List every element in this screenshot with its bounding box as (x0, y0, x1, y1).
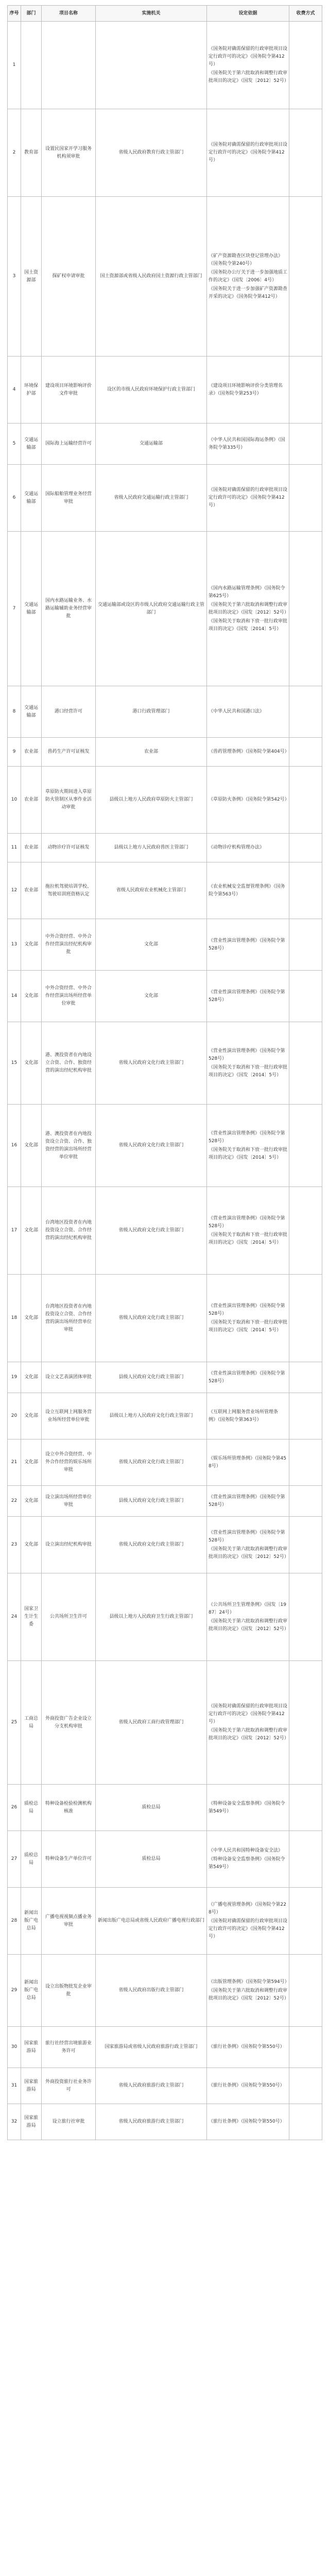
header-legal-basis: 设定依据 (207, 6, 289, 22)
cell-index: 1 (8, 22, 21, 109)
document-page (7, 5, 322, 2140)
legal-basis-line: 《营业性演出管理条例》（国务院令第528号） (209, 1048, 285, 1061)
cell-legal-basis (207, 971, 289, 1022)
cell-fee-method (289, 919, 322, 971)
table-row (8, 686, 322, 738)
legal-basis-line: 《国务院对确需保留的行政审批项目设定行政许可的决定》（国务院令第412号） (209, 142, 288, 163)
cell-fee-method (289, 1187, 322, 1275)
cell-department: 交通运输部 (21, 686, 42, 738)
legal-basis-line: 《国务院关于第六批取消和调整行政审批项目的决定》（国发〔2012〕52号） (209, 602, 289, 615)
cell-index: 7 (8, 532, 21, 686)
legal-basis-line: 《出版管理条例》（国务院令第594号） (209, 1979, 289, 1985)
cell-item-name: 设立互联网上网服务营业场所经营单位审批 (42, 1393, 96, 1439)
table-row (8, 1275, 322, 1362)
cell-fee-method (289, 109, 322, 197)
cell-fee-method (289, 686, 322, 738)
cell-legal-basis (207, 197, 289, 357)
legal-basis-line: 《国务院关于取消和下放一批行政审批项目的决定》（国发〔2014〕5号） (209, 1232, 288, 1245)
legal-basis-line: 《营业性演出管理条例》（国务院令第528号） (209, 1530, 285, 1543)
cell-legal-basis (207, 1517, 289, 1573)
legal-basis-line: 《国务院关于进一步加强矿产资源勘查开采的决定》（国务院令第412号） (209, 286, 288, 299)
header-fee-method: 收费方式 (289, 6, 322, 22)
cell-legal-basis (207, 919, 289, 971)
cell-legal-basis (207, 532, 289, 686)
table-row (8, 1888, 322, 1955)
legal-basis-line: 《国务院关于取消和下放一批行政审批项目的决定》（国发〔2014〕5号） (209, 1319, 288, 1333)
cell-fee-method (289, 1831, 322, 1888)
cell-implementing-agency: 县级人民政府文化行政主管部门 (96, 1486, 207, 1517)
header-item-name: 项目名称 (42, 6, 96, 22)
legal-basis-line: 《国务院关于第六批取消和调整行政审批项目的决定》（国发〔2012〕52号） (209, 71, 289, 83)
cell-legal-basis (207, 1439, 289, 1486)
cell-legal-basis (207, 1955, 289, 2027)
cell-index: 11 (8, 834, 21, 862)
table-row (8, 2104, 322, 2140)
table-row (8, 357, 322, 423)
cell-department: 质检总局 (21, 1831, 42, 1888)
cell-legal-basis (207, 834, 289, 862)
legal-basis-line: 《草原防火条例》（国务院令第542号） (209, 797, 289, 802)
cell-legal-basis (207, 357, 289, 423)
cell-department: 文化部 (21, 971, 42, 1022)
cell-item-name: 设立文艺表演团体审批 (42, 1362, 96, 1393)
cell-index: 6 (8, 465, 21, 532)
cell-item-name (42, 22, 96, 109)
cell-implementing-agency: 设区的市级人民政府环境保护行政主管部门 (96, 357, 207, 423)
table-row (8, 1486, 322, 1517)
cell-implementing-agency: 省级人民政府旅游行政主管部门 (96, 2104, 207, 2140)
cell-fee-method (289, 1105, 322, 1187)
legal-basis-line: 《中华人民共和国港口法》 (209, 709, 265, 714)
cell-fee-method (289, 1517, 322, 1573)
cell-implementing-agency: 港口行政管理部门 (96, 686, 207, 738)
cell-fee-method (289, 465, 322, 532)
cell-department: 农业部 (21, 738, 42, 767)
cell-department: 环境保护部 (21, 357, 42, 423)
cell-item-name: 中外合资经营、中外合作经营演出经纪机构审批 (42, 919, 96, 971)
legal-basis-line: 《旅行社条例》（国务院令第550号） (209, 2119, 285, 2124)
cell-item-name: 建设项目环境影响评价文件审批 (42, 357, 96, 423)
cell-index: 24 (8, 1573, 21, 1661)
cell-item-name: 港、澳投资者在内地投资设立合资、合作、独资经营的演出场所经营单位审批 (42, 1105, 96, 1187)
cell-department: 文化部 (21, 1486, 42, 1517)
legal-basis-line: 《国务院对确需保留的行政审批项目设定行政许可的决定》（国务院令第412号） (209, 1704, 288, 1724)
cell-item-name: 国际船舶管理业务经营审批 (42, 465, 96, 532)
table-row (8, 465, 322, 532)
legal-basis-line: 《营业性演出管理条例》（国务院令第528号） (209, 1303, 285, 1316)
cell-implementing-agency: 县级以上地方人民政府草原防火主管部门 (96, 767, 207, 834)
legal-basis-line: 《国内水路运输管理条例》（国务院令第625号） (209, 585, 285, 599)
legal-basis-line: 《国务院关于取消和下放一批行政审批项目的决定》（国发〔2014〕5号） (209, 1064, 288, 1078)
table-row (8, 862, 322, 919)
cell-fee-method (289, 1486, 322, 1517)
cell-legal-basis (207, 2068, 289, 2104)
cell-item-name: 动物诊疗许可证核发 (42, 834, 96, 862)
legal-basis-line: 《国务院办公厅关于进一步加强地质工作的决定》（国发〔2006〕4号） (209, 269, 288, 283)
legal-basis-line: 《矿产资源勘查区块登记管理办法》（国务院令第240号） (209, 253, 283, 266)
cell-item-name: 特种设备检验检测机构核准 (42, 1785, 96, 1831)
cell-fee-method (289, 1362, 322, 1393)
cell-department: 文化部 (21, 1022, 42, 1105)
cell-legal-basis (207, 1275, 289, 1362)
cell-department: 教育部 (21, 109, 42, 197)
cell-legal-basis (207, 2027, 289, 2068)
table-row (8, 1661, 322, 1785)
table-row (8, 1362, 322, 1393)
cell-implementing-agency: 新闻出版广电总局或省级人民政府广播电视行政部门 (96, 1888, 207, 1955)
cell-item-name: 设置民国家开学习服务机构须审批 (42, 109, 96, 197)
cell-item-name: 设立演出场所经营单位审批 (42, 1486, 96, 1517)
cell-fee-method (289, 1022, 322, 1105)
cell-legal-basis (207, 1187, 289, 1275)
cell-item-name: 设立出版物批发企业审批 (42, 1955, 96, 2027)
cell-department: 文化部 (21, 919, 42, 971)
cell-index: 9 (8, 738, 21, 767)
cell-item-name: 港口经营许可 (42, 686, 96, 738)
table-row (8, 1022, 322, 1105)
legal-basis-line: 《中华人民共和国国际海运条例》（国务院令第335号） (209, 437, 285, 450)
cell-legal-basis (207, 686, 289, 738)
cell-implementing-agency: 省级人民政府旅游行政主管部门 (96, 2068, 207, 2104)
cell-fee-method (289, 834, 322, 862)
legal-basis-line: 《国务院关于第六批取消和调整行政审批项目的决定》（国发〔2012〕52号） (209, 1618, 289, 1632)
cell-legal-basis (207, 1105, 289, 1187)
cell-department: 文化部 (21, 1517, 42, 1573)
cell-item-name: 台湾地区投资者在内地投资设立合资、合作经营的演出场所经营单位审批 (42, 1275, 96, 1362)
cell-department: 国家旅游局 (21, 2068, 42, 2104)
cell-legal-basis (207, 109, 289, 197)
cell-legal-basis (207, 1661, 289, 1785)
cell-implementing-agency: 国家旅游局或省级人民政府旅游行政主管部门 (96, 2027, 207, 2068)
cell-item-name: 兽药生产许可证核发 (42, 738, 96, 767)
approval-items-table (7, 5, 322, 2140)
cell-department: 国土资源部 (21, 197, 42, 357)
legal-basis-line: 《营业性演出管理条例》（国务院令第528号） (209, 1494, 285, 1507)
cell-legal-basis (207, 1831, 289, 1888)
cell-department: 工商总局 (21, 1661, 42, 1785)
cell-legal-basis (207, 1888, 289, 1955)
cell-fee-method (289, 1888, 322, 1955)
cell-department: 交通运输部 (21, 423, 42, 465)
table-row (8, 1187, 322, 1275)
table-row (8, 1831, 322, 1888)
legal-basis-line: 《互联网上网服务营业场所管理条例》（国务院令第363号） (209, 1409, 279, 1422)
cell-fee-method (289, 2104, 322, 2140)
cell-fee-method (289, 971, 322, 1022)
table-row (8, 1517, 322, 1573)
legal-basis-line: 《旅行社条例》（国务院令第550号） (209, 2083, 285, 2088)
cell-legal-basis (207, 1393, 289, 1439)
cell-department: 交通运输部 (21, 465, 42, 532)
table-row (8, 532, 322, 686)
legal-basis-line: 《国务院对确需保留的行政审批项目设定行政许可的决定》（国务院令第412号） (209, 1919, 288, 1939)
cell-fee-method (289, 22, 322, 109)
cell-item-name: 港、澳投资者在内地设立合资、合作、独资经营的演出经纪机构审批 (42, 1022, 96, 1105)
cell-item-name: 探矿权申请审批 (42, 197, 96, 357)
cell-department: 文化部 (21, 1275, 42, 1362)
cell-item-name: 设立旅行社审批 (42, 2104, 96, 2140)
cell-fee-method (289, 1439, 322, 1486)
cell-implementing-agency: 县级以上地方人民政府兽医主管部门 (96, 834, 207, 862)
cell-legal-basis (207, 1362, 289, 1393)
table-row (8, 2027, 322, 2068)
cell-item-name: 公共场所卫生许可 (42, 1573, 96, 1661)
cell-index: 21 (8, 1439, 21, 1486)
cell-department (21, 22, 42, 109)
cell-index: 19 (8, 1362, 21, 1393)
cell-fee-method (289, 357, 322, 423)
cell-legal-basis (207, 738, 289, 767)
cell-index: 17 (8, 1187, 21, 1275)
legal-basis-line: 《营业性演出管理条例》（国务院令第528号） (209, 1215, 285, 1229)
cell-index: 28 (8, 1888, 21, 1955)
cell-item-name: 台湾地区投资者在内地投资设立合资、合作经营的演出经纪机构审批 (42, 1187, 96, 1275)
cell-department: 国家旅游局 (21, 2104, 42, 2140)
cell-index: 5 (8, 423, 21, 465)
legal-basis-line: 《营业性演出管理条例》（国务院令第528号） (209, 989, 285, 1003)
cell-index: 23 (8, 1517, 21, 1573)
table-row (8, 1439, 322, 1486)
cell-fee-method (289, 532, 322, 686)
table-row (8, 1955, 322, 2027)
legal-basis-line: 《国务院对确需保留的行政审批项目设定行政许可的决定》（国务院令第412号） (209, 46, 288, 67)
cell-fee-method (289, 767, 322, 834)
table-row (8, 22, 322, 109)
table-row (8, 1785, 322, 1831)
table-row (8, 2068, 322, 2104)
table-row (8, 423, 322, 465)
cell-index: 16 (8, 1105, 21, 1187)
legal-basis-line: 《国务院关于取消和下放一批行政审批项目的决定》（国发〔2014〕5号） (209, 618, 288, 632)
header-department: 部门 (21, 6, 42, 22)
cell-implementing-agency: 质检总局 (96, 1785, 207, 1831)
legal-basis-line: 《国务院关于第六批取消和调整行政审批项目的决定》（国发〔2012〕52号） (209, 1728, 289, 1741)
cell-implementing-agency: 质检总局 (96, 1831, 207, 1888)
legal-basis-line: 《兽药管理条例》（国务院令第404号） (209, 749, 289, 754)
cell-item-name: 国际海上运输经营许可 (42, 423, 96, 465)
legal-basis-line: 《国务院关于第六批取消和调整行政审批项目的决定》（国发〔2012〕52号） (209, 1988, 289, 2001)
cell-index: 2 (8, 109, 21, 197)
cell-index: 13 (8, 919, 21, 971)
cell-legal-basis (207, 465, 289, 532)
cell-legal-basis (207, 1785, 289, 1831)
cell-legal-basis (207, 2104, 289, 2140)
table-row (8, 919, 322, 971)
cell-index: 3 (8, 197, 21, 357)
cell-implementing-agency: 省级人民政府教育行政主管部门 (96, 109, 207, 197)
cell-item-name: 拖拉机驾驶培训学校、驾驶培训班资格认定 (42, 862, 96, 919)
cell-legal-basis (207, 862, 289, 919)
cell-fee-method (289, 862, 322, 919)
cell-fee-method (289, 1955, 322, 2027)
cell-department: 农业部 (21, 767, 42, 834)
cell-implementing-agency: 省级人民政府文化行政主管部门 (96, 1022, 207, 1105)
cell-index: 8 (8, 686, 21, 738)
cell-item-name: 特种设备生产单位许可 (42, 1831, 96, 1888)
cell-department: 农业部 (21, 862, 42, 919)
cell-index: 29 (8, 1955, 21, 2027)
cell-department: 质检总局 (21, 1785, 42, 1831)
cell-implementing-agency: 文化部 (96, 971, 207, 1022)
cell-fee-method (289, 1275, 322, 1362)
cell-legal-basis (207, 1486, 289, 1517)
cell-department: 文化部 (21, 1187, 42, 1275)
legal-basis-line: 《农业机械安全监督管理条例》（国务院令第563号） (209, 884, 285, 897)
legal-basis-line: 《广播电视管理条例》（国务院令第228号） (209, 1902, 286, 1915)
cell-index: 30 (8, 2027, 21, 2068)
header-index: 序号 (8, 6, 21, 22)
table-row (8, 971, 322, 1022)
header-implementing-agency: 实施机关 (96, 6, 207, 22)
cell-implementing-agency: 交通运输部或设区的市级人民政府交通运输行政主管部门 (96, 532, 207, 686)
cell-implementing-agency: 省级人民政府农业机械化主管部门 (96, 862, 207, 919)
legal-basis-line: 《国务院对确需保留的行政审批项目设定行政许可的决定》（国务院令第412号） (209, 487, 288, 508)
cell-implementing-agency: 县级人民政府文化行政主管部门 (96, 1362, 207, 1393)
cell-item-name: 外商投资广告企业设立分支机构审批 (42, 1661, 96, 1785)
cell-index: 26 (8, 1785, 21, 1831)
cell-item-name: 设立演出经纪机构审批 (42, 1517, 96, 1573)
cell-item-name: 旅行社经营出境旅游业务许可 (42, 2027, 96, 2068)
cell-department: 新闻出版广电总局 (21, 1888, 42, 1955)
cell-index: 32 (8, 2104, 21, 2140)
cell-implementing-agency: 省级人民政府文化行政主管部门 (96, 1187, 207, 1275)
cell-fee-method (289, 1573, 322, 1661)
cell-index: 10 (8, 767, 21, 834)
legal-basis-line: 《营业性演出管理条例》（国务院令第528号） (209, 1370, 285, 1384)
cell-item-name: 广播电视视频点播业务审批 (42, 1888, 96, 1955)
legal-basis-line: 《国务院关于取消和下放一批行政审批项目的决定》（国发〔2014〕5号） (209, 1147, 288, 1160)
legal-basis-line: 《中华人民共和国特种设备安全法》 (209, 1848, 283, 1853)
cell-fee-method (289, 1785, 322, 1831)
cell-implementing-agency: 省级人民政府文化行政主管部门 (96, 1517, 207, 1573)
cell-fee-method (289, 738, 322, 767)
cell-legal-basis (207, 423, 289, 465)
table-row (8, 834, 322, 862)
cell-fee-method (289, 2027, 322, 2068)
cell-department: 文化部 (21, 1105, 42, 1187)
cell-department: 交通运输部 (21, 532, 42, 686)
cell-implementing-agency: 文化部 (96, 919, 207, 971)
cell-department: 文化部 (21, 1362, 42, 1393)
cell-legal-basis (207, 22, 289, 109)
table-row (8, 767, 322, 834)
cell-item-name: 设立中外合资经营、中外合作经营的娱乐场所审批 (42, 1439, 96, 1486)
cell-legal-basis (207, 1022, 289, 1105)
legal-basis-line: 《建设项目环境影响评价分类管理名录》（国务院令第253号） (209, 383, 283, 396)
cell-legal-basis (207, 1573, 289, 1661)
cell-implementing-agency: 省级人民政府交通运输行政主管部门 (96, 465, 207, 532)
cell-implementing-agency: 省级人民政府文化行政主管部门 (96, 1439, 207, 1486)
cell-implementing-agency: 省级人民政府文化行政主管部门 (96, 1275, 207, 1362)
cell-index: 15 (8, 1022, 21, 1105)
cell-index: 20 (8, 1393, 21, 1439)
legal-basis-line: 《动物诊疗机构管理办法》 (209, 845, 265, 850)
legal-basis-line: 《营业性演出管理条例》（国务院令第528号） (209, 938, 285, 951)
cell-implementing-agency: 省级人民政府文化行政主管部门 (96, 1105, 207, 1187)
legal-basis-line: 《特种设备安全监察条例》（国务院令第549号） (209, 1857, 285, 1870)
cell-index: 18 (8, 1275, 21, 1362)
table-header-row (8, 6, 322, 22)
cell-index: 22 (8, 1486, 21, 1517)
cell-index: 12 (8, 862, 21, 919)
cell-department: 文化部 (21, 1439, 42, 1486)
legal-basis-line: 《旅行社条例》（国务院令第550号） (209, 2044, 285, 2049)
cell-legal-basis (207, 767, 289, 834)
cell-department: 新闻出版广电总局 (21, 1955, 42, 2027)
cell-implementing-agency: 县级以上地方人民政府卫生行政主管部门 (96, 1573, 207, 1661)
cell-fee-method (289, 197, 322, 357)
cell-implementing-agency: 国土资源部或省级人民政府国土资源行政主管部门 (96, 197, 207, 357)
cell-implementing-agency: 省级人民政府出版行政主管部门 (96, 1955, 207, 2027)
cell-implementing-agency (96, 22, 207, 109)
cell-fee-method (289, 423, 322, 465)
cell-department: 国家卫生计生委 (21, 1573, 42, 1661)
table-row (8, 738, 322, 767)
cell-implementing-agency: 农业部 (96, 738, 207, 767)
cell-index: 14 (8, 971, 21, 1022)
cell-index: 27 (8, 1831, 21, 1888)
cell-implementing-agency: 交通运输部 (96, 423, 207, 465)
cell-index: 4 (8, 357, 21, 423)
table-row (8, 1393, 322, 1439)
cell-fee-method (289, 1393, 322, 1439)
legal-basis-line: 《公共场所卫生管理条例》（国发〔1987〕24号） (209, 1602, 286, 1615)
cell-department: 农业部 (21, 834, 42, 862)
cell-department: 国家旅游局 (21, 2027, 42, 2068)
cell-item-name: 国内水路运输业务、水路运输辅助业务经营审批 (42, 532, 96, 686)
cell-fee-method (289, 1661, 322, 1785)
table-row (8, 109, 322, 197)
legal-basis-line: 《娱乐场所管理条例》（国务院令第458号） (209, 1455, 286, 1469)
table-row (8, 1105, 322, 1187)
cell-item-name: 外商投资旅行社业务许可 (42, 2068, 96, 2104)
table-row (8, 197, 322, 357)
legal-basis-line: 《营业性演出管理条例》（国务院令第528号） (209, 1130, 285, 1144)
cell-index: 25 (8, 1661, 21, 1785)
cell-department: 文化部 (21, 1393, 42, 1439)
legal-basis-line: 《国务院关于第六批取消和调整行政审批项目的决定》（国发〔2012〕52号） (209, 1546, 289, 1560)
cell-item-name: 中外合资经营、中外合作经营演出场所经营单位审批 (42, 971, 96, 1022)
cell-fee-method (289, 2068, 322, 2104)
cell-implementing-agency: 省级人民政府工商行政管理部门 (96, 1661, 207, 1785)
cell-implementing-agency: 县级以上地方人民政府文化行政主管部门 (96, 1393, 207, 1439)
cell-index: 31 (8, 2068, 21, 2104)
cell-item-name: 草原防火期间进入草原防火管制区从事作业活动审批 (42, 767, 96, 834)
table-row (8, 1573, 322, 1661)
legal-basis-line: 《特种设备安全监察条例》（国务院令第549号） (209, 1801, 285, 1814)
